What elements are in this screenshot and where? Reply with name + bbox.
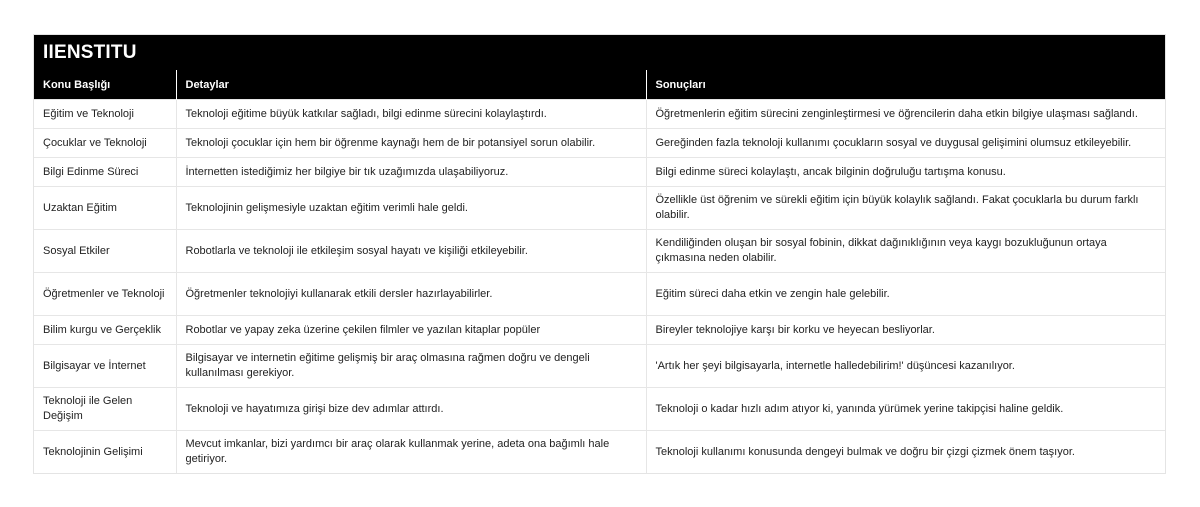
cell-results: Özellikle üst öğrenim ve sürekli eğitim için büyük kolaylık sağlandı. Fakat çocuklarla bu durum farklı olabilir.	[646, 187, 1165, 230]
table-row	[34, 273, 1165, 316]
cell-topic: Bilim kurgu ve Gerçeklik	[34, 316, 176, 345]
cell-details: Mevcut imkanlar, bizi yardımcı bir araç olarak kullanmak yerine, adeta ona bağımlı hale getiriyor.	[176, 431, 646, 474]
column-header-details: Detaylar	[176, 70, 646, 100]
cell-results: Gereğinden fazla teknoloji kullanımı çocukların sosyal ve duygusal gelişimini olumsuz etkileyebilir.	[646, 129, 1165, 158]
table-header-row	[34, 70, 1165, 100]
cell-details: Teknoloji eğitime büyük katkılar sağladı, bilgi edinme sürecini kolaylaştırdı.	[176, 100, 646, 129]
cell-results: Kendiliğinden oluşan bir sosyal fobinin, dikkat dağınıklığının veya kaygı bozukluğunun ortaya çıkmasına neden olabilir.	[646, 230, 1165, 273]
column-header-topic: Konu Başlığı	[34, 70, 176, 100]
content-table-card	[33, 34, 1166, 474]
brand-title: IIENSTITU	[34, 35, 1165, 70]
table-row	[34, 388, 1165, 431]
table-row	[34, 187, 1165, 230]
cell-details: Öğretmenler teknolojiyi kullanarak etkili dersler hazırlayabilirler.	[176, 273, 646, 316]
cell-results: Eğitim süreci daha etkin ve zengin hale gelebilir.	[646, 273, 1165, 316]
table-row	[34, 431, 1165, 474]
cell-results: Teknoloji kullanımı konusunda dengeyi bulmak ve doğru bir çizgi çizmek önem taşıyor.	[646, 431, 1165, 474]
table-row	[34, 230, 1165, 273]
cell-details: Teknoloji çocuklar için hem bir öğrenme kaynağı hem de bir potansiyel sorun olabilir.	[176, 129, 646, 158]
cell-topic: Öğretmenler ve Teknoloji	[34, 273, 176, 316]
cell-details: Bilgisayar ve internetin eğitime gelişmiş bir araç olmasına rağmen doğru ve dengeli kullanılması gerekiyor.	[176, 345, 646, 388]
cell-details: İnternetten istediğimiz her bilgiye bir tık uzağımızda ulaşabiliyoruz.	[176, 158, 646, 187]
data-table	[34, 70, 1165, 473]
cell-topic: Teknolojinin Gelişimi	[34, 431, 176, 474]
table-row	[34, 316, 1165, 345]
cell-results: Bireyler teknolojiye karşı bir korku ve heyecan besliyorlar.	[646, 316, 1165, 345]
cell-results: Öğretmenlerin eğitim sürecini zenginleştirmesi ve öğrencilerin daha etkin bilgiye ulaşması sağlandı.	[646, 100, 1165, 129]
cell-results: Teknoloji o kadar hızlı adım atıyor ki, yanında yürümek yerine takipçisi haline geldik.	[646, 388, 1165, 431]
table-row	[34, 129, 1165, 158]
cell-results: 'Artık her şeyi bilgisayarla, internetle halledebilirim!' düşüncesi kazanılıyor.	[646, 345, 1165, 388]
cell-details: Robotlarla ve teknoloji ile etkileşim sosyal hayatı ve kişiliği etkileyebilir.	[176, 230, 646, 273]
cell-details: Robotlar ve yapay zeka üzerine çekilen filmler ve yazılan kitaplar popüler	[176, 316, 646, 345]
cell-topic: Uzaktan Eğitim	[34, 187, 176, 230]
table-row	[34, 158, 1165, 187]
cell-results: Bilgi edinme süreci kolaylaştı, ancak bilginin doğruluğu tartışma konusu.	[646, 158, 1165, 187]
cell-topic: Eğitim ve Teknoloji	[34, 100, 176, 129]
cell-topic: Sosyal Etkiler	[34, 230, 176, 273]
cell-topic: Bilgi Edinme Süreci	[34, 158, 176, 187]
cell-topic: Çocuklar ve Teknoloji	[34, 129, 176, 158]
cell-details: Teknolojinin gelişmesiyle uzaktan eğitim verimli hale geldi.	[176, 187, 646, 230]
cell-topic: Bilgisayar ve İnternet	[34, 345, 176, 388]
cell-topic: Teknoloji ile Gelen Değişim	[34, 388, 176, 431]
column-header-results: Sonuçları	[646, 70, 1165, 100]
table-row	[34, 345, 1165, 388]
cell-details: Teknoloji ve hayatımıza girişi bize dev adımlar attırdı.	[176, 388, 646, 431]
table-row	[34, 100, 1165, 129]
